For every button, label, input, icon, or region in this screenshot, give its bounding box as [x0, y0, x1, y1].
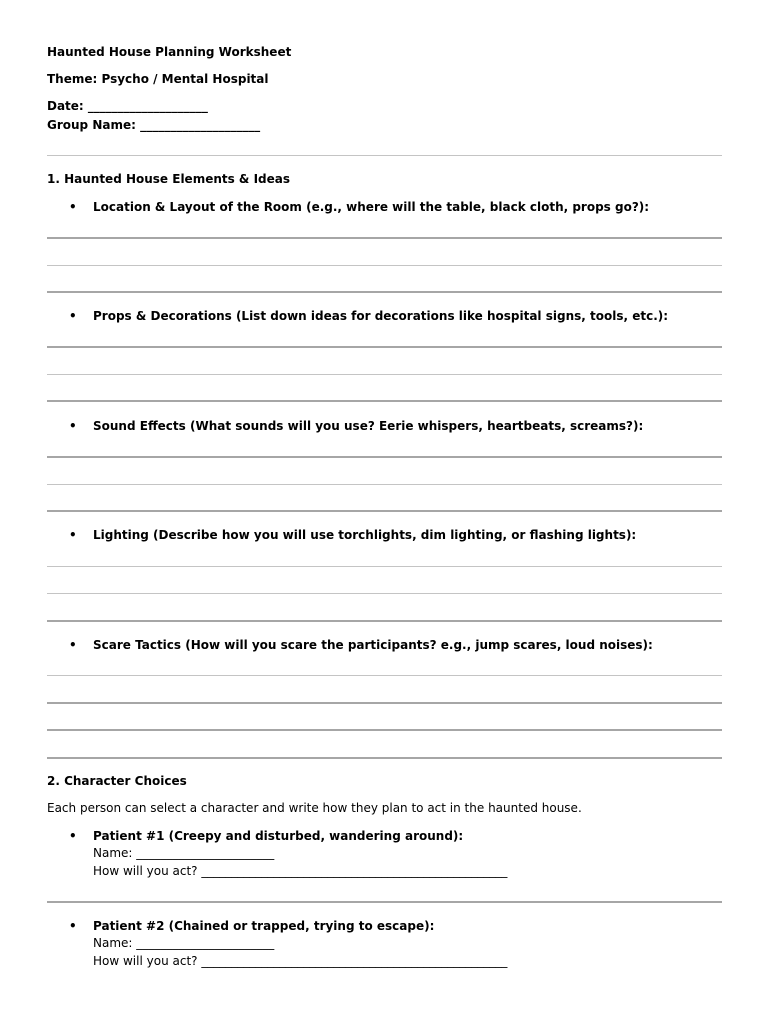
bullet-icon: • — [69, 200, 77, 214]
answer-line[interactable] — [47, 757, 722, 759]
patient2-act-field[interactable]: How will you act? ___________________________________________________ — [93, 954, 508, 968]
answer-line[interactable] — [47, 729, 722, 731]
answer-line[interactable] — [47, 675, 722, 676]
answer-line[interactable] — [47, 346, 722, 348]
bullet-icon: • — [69, 829, 77, 843]
patient1-act-field[interactable]: How will you act? ___________________________________________________ — [93, 864, 508, 878]
date-field[interactable]: Date: ____________________ — [47, 99, 208, 113]
answer-line[interactable] — [47, 620, 722, 622]
answer-line[interactable] — [47, 566, 722, 567]
bullet-icon: • — [69, 919, 77, 933]
theme-line: Theme: Psycho / Mental Hospital — [47, 72, 269, 86]
answer-line[interactable] — [47, 593, 722, 594]
patient2-label: Patient #2 (Chained or trapped, trying to escape): — [93, 919, 435, 933]
scare-tactics-prompt: Scare Tactics (How will you scare the participants? e.g., jump scares, loud noises): — [93, 638, 653, 652]
props-decorations-prompt: Props & Decorations (List down ideas for decorations like hospital signs, tools, etc.): — [93, 309, 669, 323]
answer-line[interactable] — [47, 291, 722, 293]
patient-divider — [47, 901, 722, 903]
worksheet-title: Haunted House Planning Worksheet — [47, 45, 292, 59]
answer-line[interactable] — [47, 374, 722, 375]
location-layout-prompt: Location & Layout of the Room (e.g., where will the table, black cloth, props go?): — [93, 200, 650, 214]
section2-intro: Each person can select a character and write how they plan to act in the haunted house. — [47, 801, 582, 815]
bullet-icon: • — [69, 419, 77, 433]
bullet-icon: • — [69, 309, 77, 323]
answer-line[interactable] — [47, 237, 722, 239]
section1-heading: 1. Haunted House Elements & Ideas — [47, 172, 291, 186]
bullet-icon: • — [69, 528, 77, 542]
patient2-name-field[interactable]: Name: _______________________ — [93, 936, 275, 950]
patient1-label: Patient #1 (Creepy and disturbed, wandering around): — [93, 829, 464, 843]
header-divider — [47, 155, 722, 156]
answer-line[interactable] — [47, 265, 722, 266]
bullet-icon: • — [69, 638, 77, 652]
sound-effects-prompt: Sound Effects (What sounds will you use? Eerie whispers, heartbeats, screams?): — [93, 419, 644, 433]
answer-line[interactable] — [47, 400, 722, 402]
group-name-field[interactable]: Group Name: ____________________ — [47, 118, 261, 132]
patient1-name-field[interactable]: Name: _______________________ — [93, 846, 275, 860]
answer-line[interactable] — [47, 484, 722, 485]
answer-line[interactable] — [47, 702, 722, 704]
lighting-prompt: Lighting (Describe how you will use torchlights, dim lighting, or flashing lights): — [93, 528, 637, 542]
answer-line[interactable] — [47, 456, 722, 458]
section2-heading: 2. Character Choices — [47, 774, 187, 788]
answer-line[interactable] — [47, 510, 722, 512]
